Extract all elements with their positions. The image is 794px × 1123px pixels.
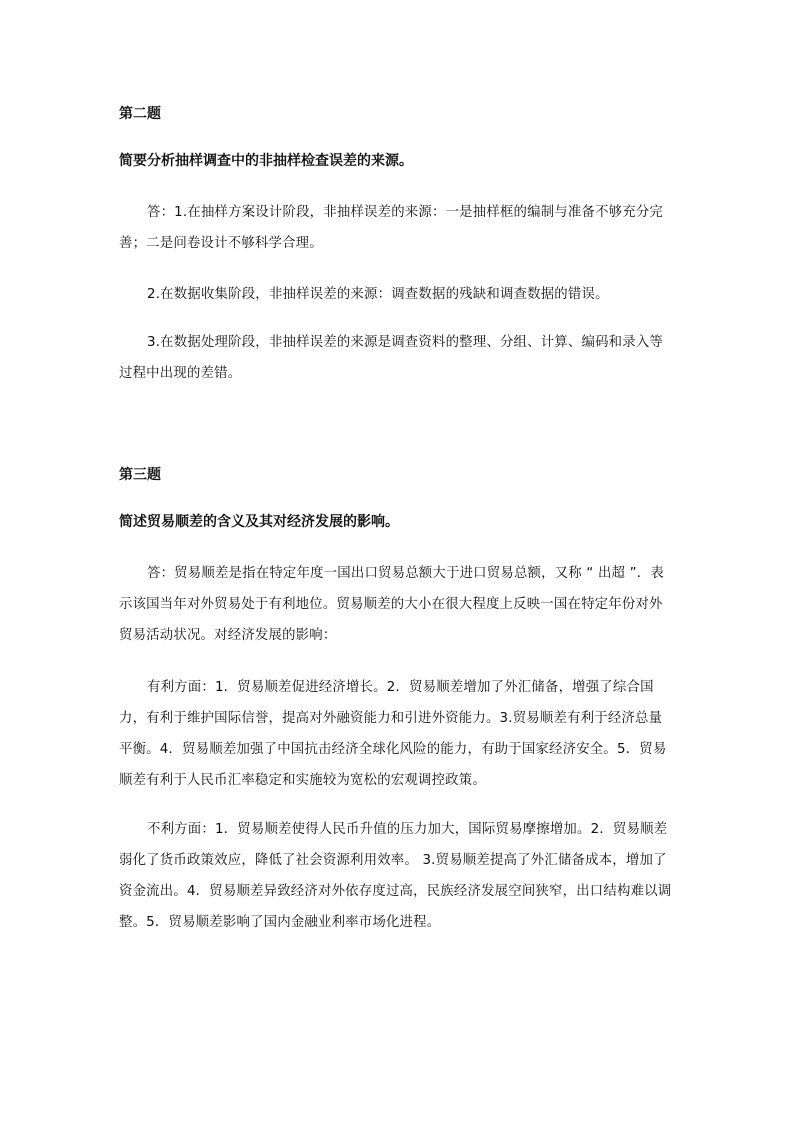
answer-paragraph: 3.在数据处理阶段，非抽样误差的来源是调查资料的整理、分组、计算、编码和录入等过程中出现的差错。 [119,335,664,381]
answer-paragraph: 答：贸易顺差是指在特定年度一国出口贸易总额大于进口贸易总额，又称 “ 出超 ”．表示该国当年对外贸易处于有利地位。贸易顺差的大小在很大程度上反映一国在特定年份对外贸易活动状况。对经济发展的影响： [119,566,664,643]
answer-paragraph-2-3 [119,814,675,938]
answer-paragraph: 有利方面：1．贸易顺差促进经济增长。2．贸易顺差增加了外汇储备，增强了综合国力，有利于维护国际信誉，提高对外融资能力和引进外资能力。3.贸易顺差有利于经济总量平衡。4．贸易顺差加强了中国抗击经济全球化风险的能力，有助于国家经济安全。5．贸易顺差有利于人民币汇率稳定和实施较为宽松的宏观调控政策。 [119,680,667,788]
section-title: 第二题 [119,106,161,122]
answer-paragraph-2-2 [119,672,675,796]
question-2 [119,512,675,532]
answer-paragraph: 答：1.在抽样方案设计阶段，非抽样误差的来源：一是抽样框的编制与准备不够充分完善；二是问卷设计不够科学合理。 [119,205,664,251]
question-1 [119,151,675,171]
section-title-2 [119,465,675,485]
answer-paragraph-2-1 [119,558,675,651]
answer-paragraph-1-2 [119,279,675,310]
question-heading: 简要分析抽样调查中的非抽样检查误差的来源。 [119,153,413,169]
section-title: 第三题 [119,467,161,483]
section-title-1 [119,104,675,124]
answer-paragraph-1-3 [119,327,675,389]
answer-paragraph-1-1 [119,197,675,259]
answer-paragraph: 2.在数据收集阶段，非抽样误差的来源：调查数据的残缺和调查数据的错误。 [147,287,609,302]
answer-paragraph: 不利方面：1．贸易顺差使得人民币升值的压力加大，国际贸易摩擦增加。2．贸易顺差弱化了货币政策效应，降低了社会资源利用效率。 3.贸易顺差提高了外汇储备成本，增加了资金流出。4．贸易顺差异致经济对外依存度过高，民族经济发展空间狭窄，出口结构难以调整。5．贸易顺差影响了国内金融业利率市场化进程。 [119,822,672,930]
question-heading: 简述贸易顺差的含义及其对经济发展的影响。 [119,514,399,530]
